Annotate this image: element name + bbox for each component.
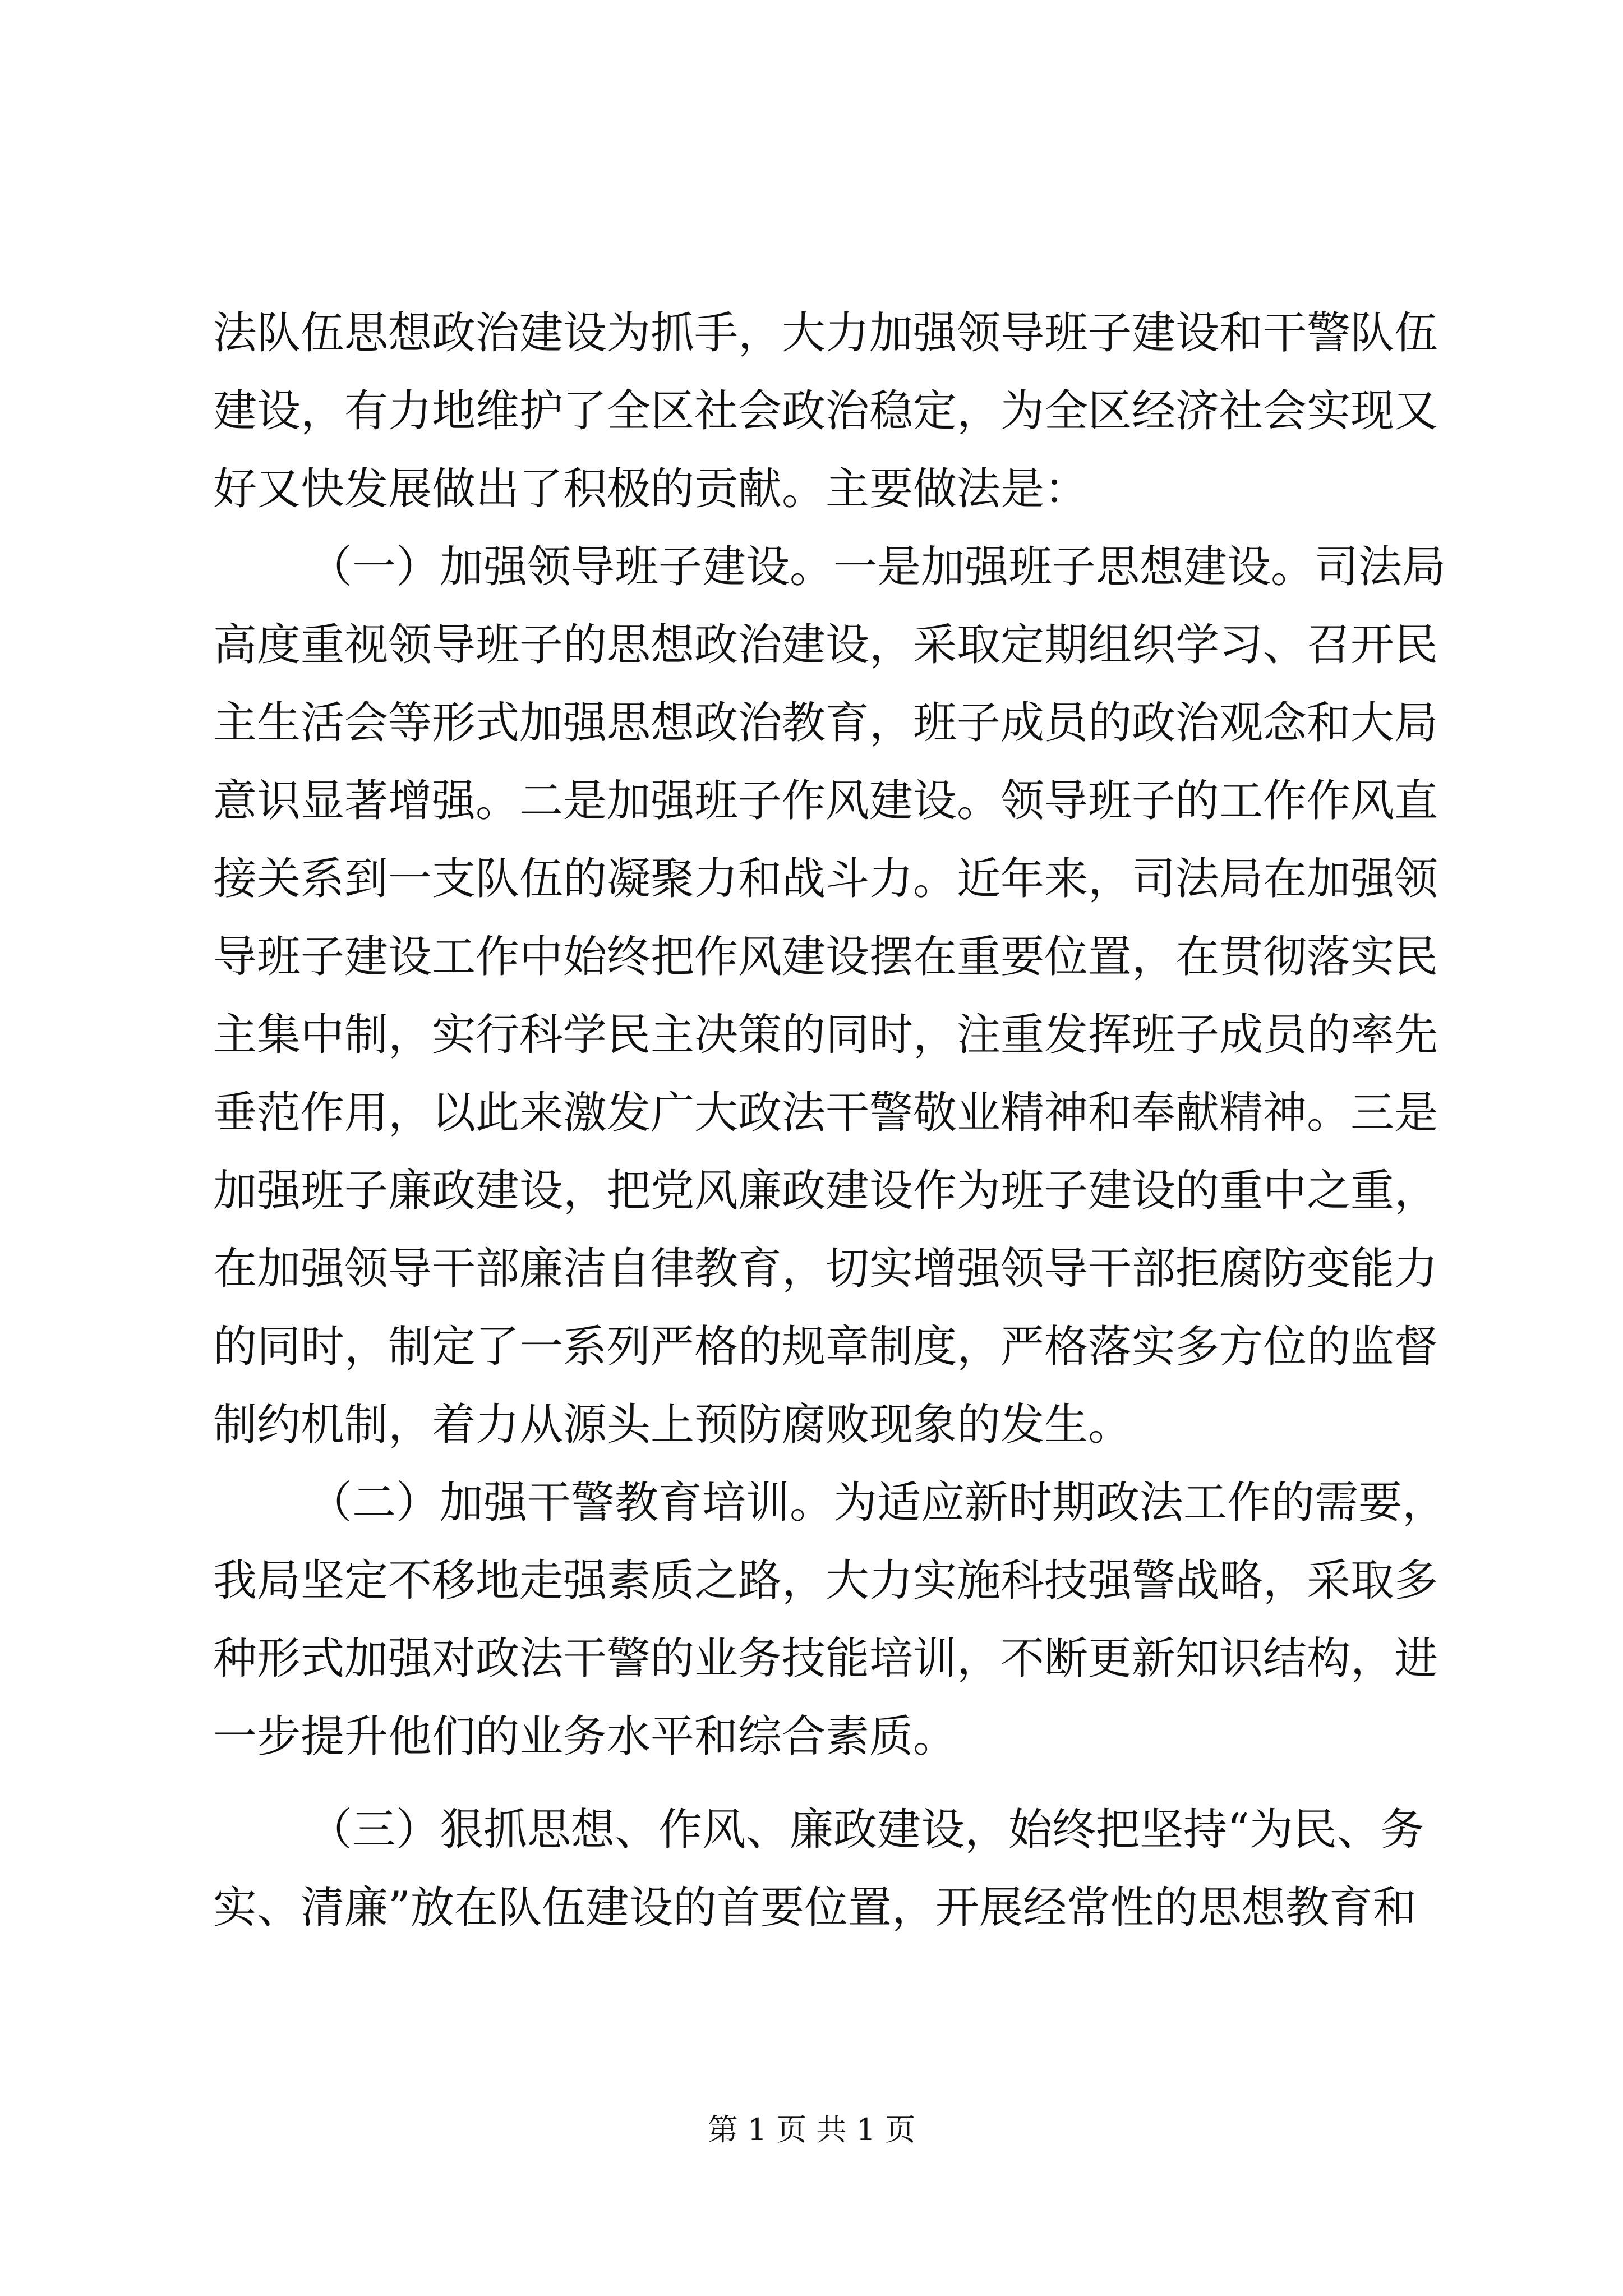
text-line: 制约机制，着力从源头上预防腐败现象的发生。 <box>213 1400 1132 1450</box>
text-line: 实、清廉”放在队伍建设的首要位置，开展经常性的思想教育和 <box>213 1883 1417 1933</box>
text-line: 一步提升他们的业务水平和综合素质。 <box>213 1711 957 1762</box>
document-body <box>213 295 1446 1947</box>
text-line: 加强班子廉政建设，把党风廉政建设作为班子建设的重中之重， <box>213 1166 1438 1216</box>
text-line: （三）狠抓思想、作风、廉政建设，始终把坚持“为民、务 <box>308 1805 1424 1855</box>
text-line: 高度重视领导班子的思想政治建设，采取定期组织学习、召开民 <box>213 620 1438 670</box>
paragraph <box>213 528 1446 1464</box>
text-line: 种形式加强对政法干警的业务技能培训，不断更新知识结构，进 <box>213 1634 1438 1684</box>
paragraph <box>213 1791 1424 1947</box>
text-line: 我局坚定不移地走强素质之路，大力实施科技强警战略，采取多 <box>213 1556 1438 1606</box>
text-line: 垂范作用，以此来激发广大政法干警敬业精神和奉献精神。三是 <box>213 1088 1438 1138</box>
page-footer: 第 1 页 共 1 页 <box>707 2112 916 2147</box>
text-line: 主生活会等形式加强思想政治教育，班子成员的政治观念和大局 <box>213 698 1438 748</box>
paragraph-gap <box>213 1776 1413 1791</box>
paragraph <box>213 295 1438 528</box>
text-line: 意识显著增强。二是加强班子作风建设。领导班子的工作作风直 <box>213 776 1438 826</box>
text-line: 主集中制，实行科学民主决策的同时，注重发挥班子成员的率先 <box>213 1010 1438 1060</box>
text-line: 的同时，制定了一系列严格的规章制度，严格落实多方位的监督 <box>213 1322 1438 1372</box>
text-line: （二）加强干警教育培训。为适应新时期政法工作的需要， <box>308 1478 1446 1528</box>
text-line: （一）加强领导班子建设。一是加强班子思想建设。司法局 <box>308 542 1446 592</box>
text-line: 在加强领导干部廉洁自律教育，切实增强领导干部拒腐防变能力 <box>213 1244 1438 1294</box>
paragraph <box>213 1464 1446 1776</box>
text-line: 导班子建设工作中始终把作风建设摆在重要位置，在贯彻落实民 <box>213 932 1438 982</box>
text-line: 好又快发展做出了积极的贡献。主要做法是： <box>213 464 1089 514</box>
text-line: 建设，有力地维护了全区社会政治稳定，为全区经济社会实现又 <box>213 386 1438 436</box>
text-line: 接关系到一支队伍的凝聚力和战斗力。近年来，司法局在加强领 <box>213 854 1438 904</box>
text-line: 法队伍思想政治建设为抓手，大力加强领导班子建设和干警队伍 <box>213 308 1438 358</box>
